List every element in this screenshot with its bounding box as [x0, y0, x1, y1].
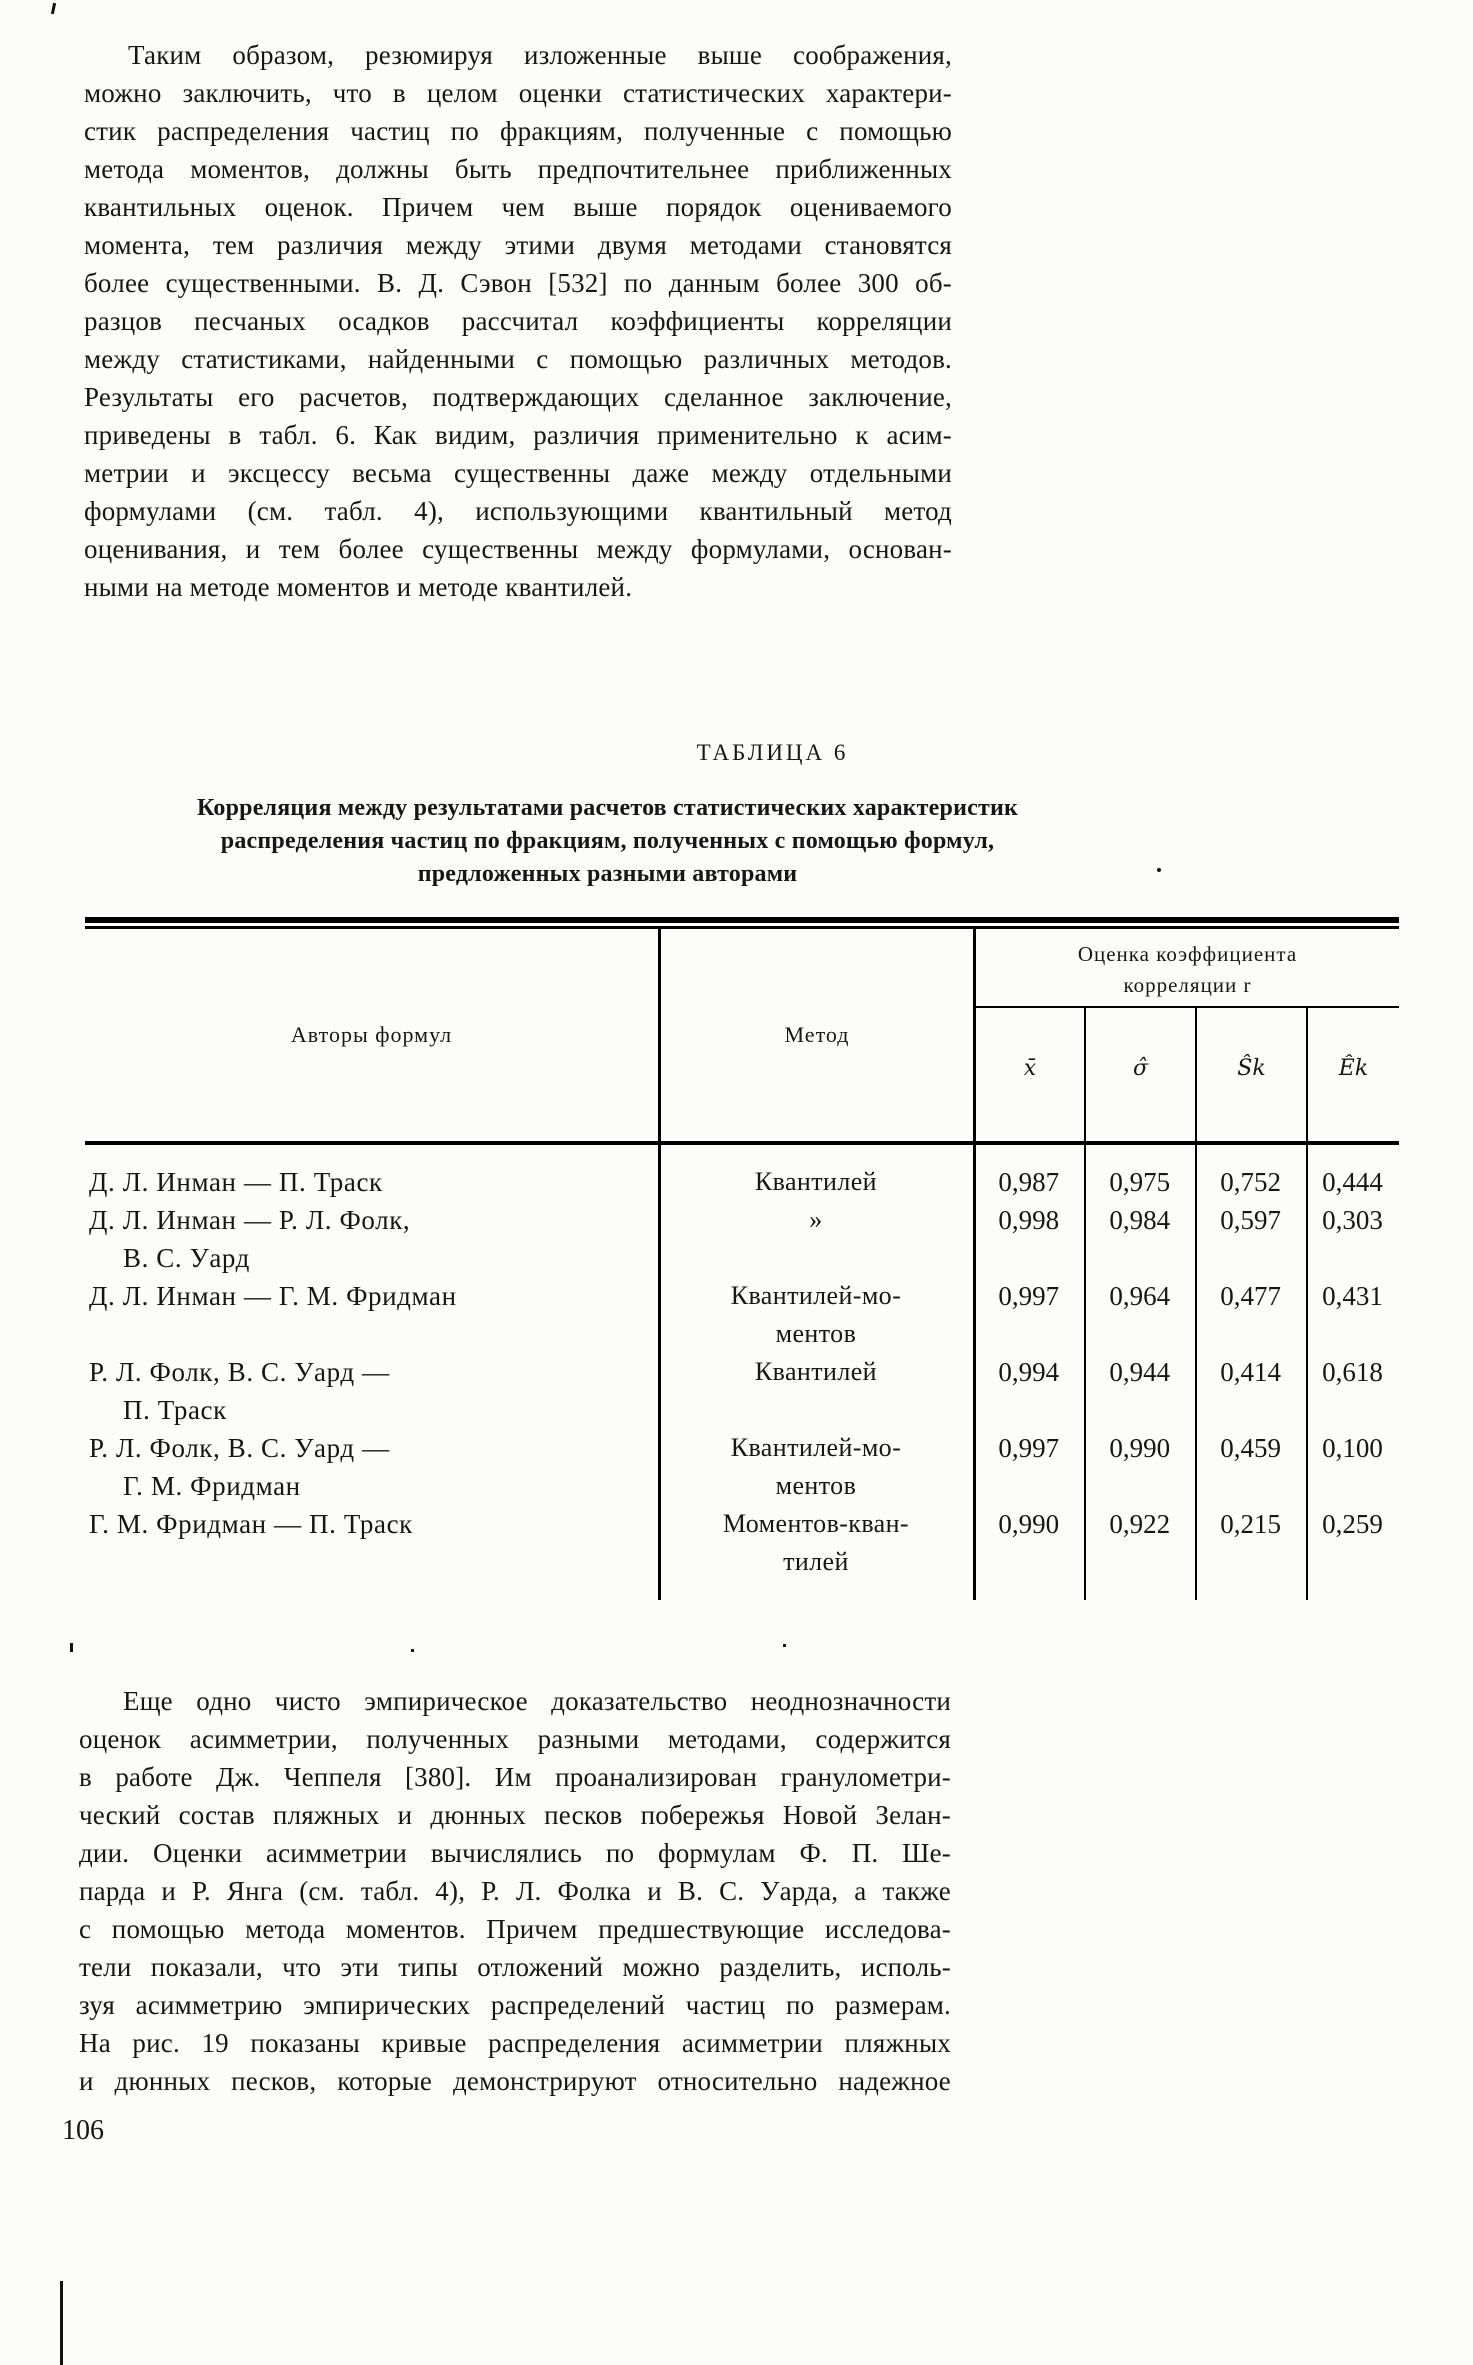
text-line: стик распределения частиц по фракциям, полученные с помощью [84, 116, 952, 146]
value-cell: 0,259 [1322, 1509, 1383, 1539]
text-line: между статистиками, найденными с помощью различных методов. [84, 344, 952, 374]
value-cell: 0,752 [1220, 1167, 1281, 1197]
value-cell: 0,100 [1322, 1433, 1383, 1463]
value-cell: 0,998 [998, 1205, 1060, 1235]
subcolumn-header-xbar: x̄ [1023, 1055, 1037, 1081]
method-cell [659, 1353, 974, 1391]
value-cell: 0,922 [1109, 1509, 1171, 1539]
group-header-underline [976, 1006, 1399, 1008]
text-line: Результаты его расчетов, подтверждающих сделанное заключение, [84, 382, 952, 412]
authors-line: Р. Л. Фолк, В. С. Уард — [89, 1433, 390, 1463]
value-cell: 0,431 [1322, 1281, 1383, 1311]
text-line: Таким образом, резюмируя изложенные выше соображения, [128, 40, 952, 70]
text-line: метода моментов, должны быть предпочтительнее приближенных [84, 154, 952, 184]
method-cell [659, 1201, 974, 1239]
text-line: оценок асимметрии, полученных разными методами, содержится [79, 1724, 951, 1754]
text-line: и дюнных песков, которые демонстрируют относительно надежное [79, 2066, 951, 2096]
value-cell: 0,944 [1109, 1357, 1171, 1387]
table-row [85, 1163, 1399, 1201]
authors-line: Д. Л. Инман — П. Траск [89, 1167, 383, 1197]
text-line: На рис. 19 показаны кривые распределения асимметрии пляжных [79, 2028, 951, 2058]
table-row [85, 1277, 1399, 1353]
value-cell: 0,984 [1109, 1205, 1171, 1235]
value-cell: 0,303 [1322, 1205, 1383, 1235]
value-cell: 0,975 [1109, 1167, 1171, 1197]
table-row [85, 1505, 1399, 1581]
authors-cell [85, 1429, 659, 1505]
value-cell: 0,215 [1220, 1509, 1281, 1539]
method-line: ментов [775, 1319, 857, 1348]
column-header-method: Метод [784, 1022, 850, 1047]
subcolumn-header-ek: Êk [1338, 1055, 1369, 1081]
text-line: в работе Дж. Чеппеля [380]. Им проанализирован гранулометри- [79, 1762, 951, 1792]
text-line: приведены в табл. 6. Как видим, различия применительно к асим- [84, 420, 952, 450]
method-line: тилей [783, 1547, 849, 1576]
paragraph-2 [79, 1682, 951, 2100]
value-cell: 0,618 [1322, 1357, 1383, 1387]
text-line: момента, тем различия между этими двумя методами становятся [84, 230, 952, 260]
scan-artifact [411, 1649, 414, 1652]
method-line: » [809, 1205, 823, 1234]
method-line: Моментов-кван- [722, 1509, 909, 1538]
text-line: зуя асимметрию эмпирических распределений частиц по размерам. [79, 1990, 951, 2020]
table-row [85, 1429, 1399, 1505]
authors-line: Г. М. Фридман [123, 1471, 301, 1501]
method-line: Квантилей [754, 1357, 877, 1386]
text-line: квантильных оценок. Причем чем выше порядок оцениваемого [84, 192, 952, 222]
value-cell: 0,964 [1109, 1281, 1171, 1311]
text-line: ческий состав пляжных и дюнных песков побережья Новой Зелан- [79, 1800, 951, 1830]
authors-line: Р. Л. Фолк, В. С. Уард — [89, 1357, 390, 1387]
value-cell: 0,987 [998, 1167, 1060, 1197]
text-line: ными на методе моментов и методе квантилей. [84, 572, 633, 602]
value-cell: 0,414 [1220, 1357, 1281, 1387]
caption-line: предложенных разными авторами [417, 861, 798, 887]
caption-line: Корреляция между результатами расчетов статистических характеристик [197, 795, 1018, 821]
text-line: парда и Р. Янга (см. табл. 4), Р. Л. Фолка и В. С. Уарда, а также [79, 1876, 951, 1906]
column-group-header [976, 934, 1399, 1006]
method-line: Квантилей [754, 1167, 877, 1196]
method-cell [659, 1163, 974, 1201]
method-cell [659, 1277, 974, 1353]
text-line: более существенными. В. Д. Сэвон [532] по данным более 300 об- [84, 268, 952, 298]
text-line: тели показали, что эти типы отложений можно разделить, исполь- [79, 1952, 951, 1982]
group-header-line: Оценка коэффициента [1077, 942, 1298, 966]
authors-line: Д. Л. Инман — Р. Л. Фолк, [89, 1205, 411, 1235]
value-cell: 0,477 [1220, 1281, 1281, 1311]
scan-artifact [1157, 868, 1161, 872]
subcolumn-header-sigma: σ̂ [1132, 1055, 1149, 1081]
text-line: разцов песчаных осадков рассчитал коэффициенты корреляции [84, 306, 952, 336]
scan-artifact [51, 3, 56, 14]
method-cell [659, 1505, 974, 1581]
paragraph-1 [84, 36, 952, 606]
authors-line: В. С. Уард [123, 1243, 250, 1273]
table-row [85, 1201, 1399, 1277]
text-line: Еще одно чисто эмпирическое доказательство неоднозначности [123, 1686, 951, 1716]
value-cell: 0,990 [1109, 1433, 1171, 1463]
method-cell [659, 1429, 974, 1505]
text-line: дии. Оценки асимметрии вычислялись по формулам Ф. П. Ше- [79, 1838, 951, 1868]
text-line: формулами (см. табл. 4), использующими квантильный метод [84, 496, 952, 526]
caption-line: распределения частиц по фракциям, полученных с помощью формул, [220, 828, 995, 854]
authors-cell [85, 1353, 659, 1429]
authors-cell [85, 1201, 659, 1277]
authors-cell [85, 1505, 659, 1543]
table-label: ТАБЛИЦА 6 [696, 740, 849, 765]
text-line: можно заключить, что в целом оценки статистических характери- [84, 78, 952, 108]
text-line: оценивания, и тем более существенны между формулами, основан- [84, 534, 952, 564]
authors-line: Г. М. Фридман — П. Траск [89, 1509, 413, 1539]
authors-line: П. Траск [123, 1395, 227, 1425]
value-cell: 0,990 [998, 1509, 1060, 1539]
method-line: ментов [775, 1471, 857, 1500]
page-number: 106 [62, 2115, 104, 2146]
table-row [85, 1353, 1399, 1429]
authors-line: Д. Л. Инман — Г. М. Фридман [89, 1281, 457, 1311]
table-caption [70, 792, 1145, 891]
table-top-rule [85, 917, 1399, 929]
value-cell: 0,997 [998, 1281, 1060, 1311]
value-cell: 0,444 [1322, 1167, 1383, 1197]
text-line: с помощью метода моментов. Причем предшествующие исследова- [79, 1914, 951, 1944]
scan-artifact [60, 2281, 63, 2365]
scan-artifact [70, 1643, 73, 1652]
subcolumn-header-sk: Ŝk [1237, 1055, 1266, 1081]
value-cell: 0,994 [998, 1357, 1060, 1387]
group-header-line: корреляции r [1123, 973, 1252, 997]
value-cell: 0,597 [1220, 1205, 1281, 1235]
value-cell: 0,997 [998, 1433, 1060, 1463]
value-cell: 0,459 [1220, 1433, 1281, 1463]
method-line: Квантилей-мо- [730, 1281, 902, 1310]
table-body [85, 1145, 1399, 1581]
authors-cell [85, 1163, 659, 1201]
scan-artifact [783, 1644, 786, 1647]
column-header-authors: Авторы формул [290, 1022, 453, 1047]
text-line: метрии и эксцессу весьма существенны даже между отдельными [84, 458, 952, 488]
method-line: Квантилей-мо- [730, 1433, 902, 1462]
authors-cell [85, 1277, 659, 1315]
